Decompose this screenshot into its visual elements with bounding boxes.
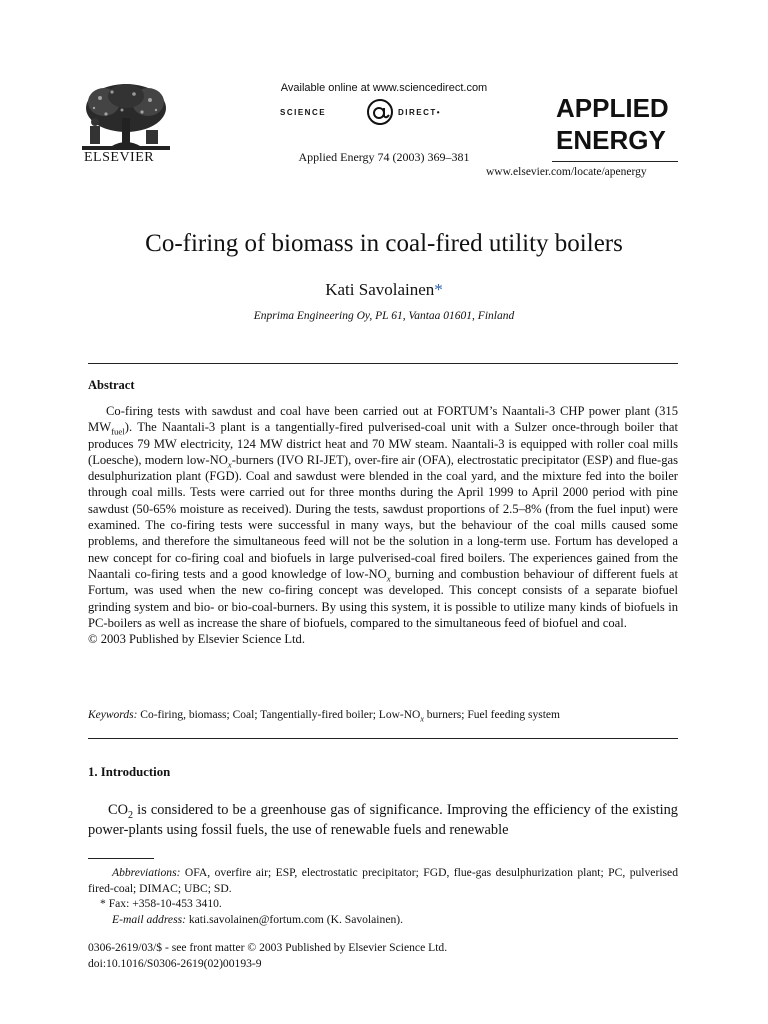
journal-logo-line2: ENERGY bbox=[556, 125, 666, 155]
journal-logo-rule bbox=[552, 161, 678, 162]
keywords-label: Keywords: bbox=[88, 709, 138, 721]
sciencedirect-logo bbox=[270, 98, 496, 128]
abstract-copyright: © 2003 Published by Elsevier Science Ltd. bbox=[88, 632, 305, 647]
article-author bbox=[0, 280, 768, 300]
footnote-abbreviations: Abbreviations: OFA, overfire air; ESP, electrostatic precipitator; FGD, flue-gas desulphurization plant; PC, pulverised fired-coal; DIMAC; UBC; SD. bbox=[88, 866, 678, 895]
journal-url[interactable]: www.elsevier.com/locate/apenergy bbox=[486, 166, 647, 178]
journal-logo-line1: APPLIED bbox=[556, 93, 669, 123]
author-affiliation: Enprima Engineering Oy, PL 61, Vantaa 01601, Finland bbox=[253, 310, 515, 322]
issn-line: 0306-2619/03/$ - see front matter © 2003 Published by Elsevier Science Ltd. bbox=[88, 941, 448, 954]
author-name: Kati Savolainen bbox=[325, 280, 435, 299]
publisher-name: ELSEVIER bbox=[84, 150, 155, 165]
sd-right-text: DIRECT• bbox=[398, 108, 442, 117]
section-heading-introduction: 1. Introduction bbox=[88, 765, 171, 779]
abstract-heading: Abstract bbox=[88, 378, 135, 392]
article-title: Co-firing of biomass in coal-fired utility boilers bbox=[145, 230, 623, 257]
sd-left-text: SCIENCE bbox=[280, 108, 327, 117]
journal-logo bbox=[556, 92, 686, 156]
introduction-body: $CO_2$ is considered to be a greenhouse gas of significance. Improving the efficiency of the existing power-plants using fossil fuels, the use of renewable fuels and renewable bbox=[88, 802, 678, 838]
footnote-rule bbox=[88, 858, 154, 859]
journal-citation: Applied Energy 74 (2003) 369–381 bbox=[298, 150, 470, 164]
abstract-paragraph: Co-firing tests with sawdust and coal have been carried out at FORTUM’s Naantali-3 CHP power plant (315 $MW_{fuel}$). The Naantali-3 plant is a tangentially-fired pulverised-coal unit with a Sulzer once-through boiler that produces 79 MW electricity, 124 MW district heat and 70 MW steam. Naantali-3 is equipped with roller coal mills (Loesche), modern low-$NO_x$-burners (IVO RI-JET), over-fire air (OFA), electrostatic precipitator (ESP) and flue-gas desulphurization plant (FGD). Coal and sawdust were blended in the coal yard, and the mixture fed into the boiler through coal mills. Tests were carried out for three months during the April 1999 to April 2000 period with pine sawdust (50-65% moisture as received). During the tests, sawdust proportions of 2.5–8% (from the fuel input) were examined. The co-firing tests were successful in many ways, but the behaviour of the coal mills caused some problems, and therefore the simultaneous feed will not be the solution in a long-term use. Fortum has developed a new concept for co-firing coal and biofuels in large pulverised-coal fired boilers. The experiences gained from the Naantali co-firing tests and a good knowledge of low-$NO_x$ burning and combustion behaviour of different fuels at Fortum, was used when the new co-firing concept was developed. This concept consists of a separate biofuel grinding system and bio- or bio-coal-burners. By using this system, it is possible to utilize many kinds of biofuels in PC-boilers as well as increase the share of biofuels, compared to the simultaneous feed of biofuel and coal. bbox=[88, 404, 678, 630]
doi-line[interactable]: doi:10.1016/S0306-2619(02)00193-9 bbox=[88, 956, 262, 970]
abstract-body bbox=[88, 403, 678, 647]
footnote-email: E-mail address: kati.savolainen@fortum.com (K. Savolainen). bbox=[112, 912, 404, 926]
available-online-text: Available online at www.sciencedirect.com bbox=[280, 82, 488, 94]
sciencedirect-at-icon bbox=[366, 98, 394, 126]
footnotes bbox=[88, 865, 678, 927]
author-footnote-link[interactable]: * bbox=[434, 280, 443, 299]
divider-bottom bbox=[88, 738, 678, 739]
divider-top bbox=[88, 363, 678, 364]
keywords: Keywords: Co-firing, biomass; Coal; Tangentially-fired boiler; Low-$NO_x$ burners; Fuel feeding system bbox=[88, 709, 560, 724]
footnote-fax: * Fax: +358-10-453 3410. bbox=[100, 897, 222, 910]
article-meta-footer bbox=[88, 940, 678, 971]
